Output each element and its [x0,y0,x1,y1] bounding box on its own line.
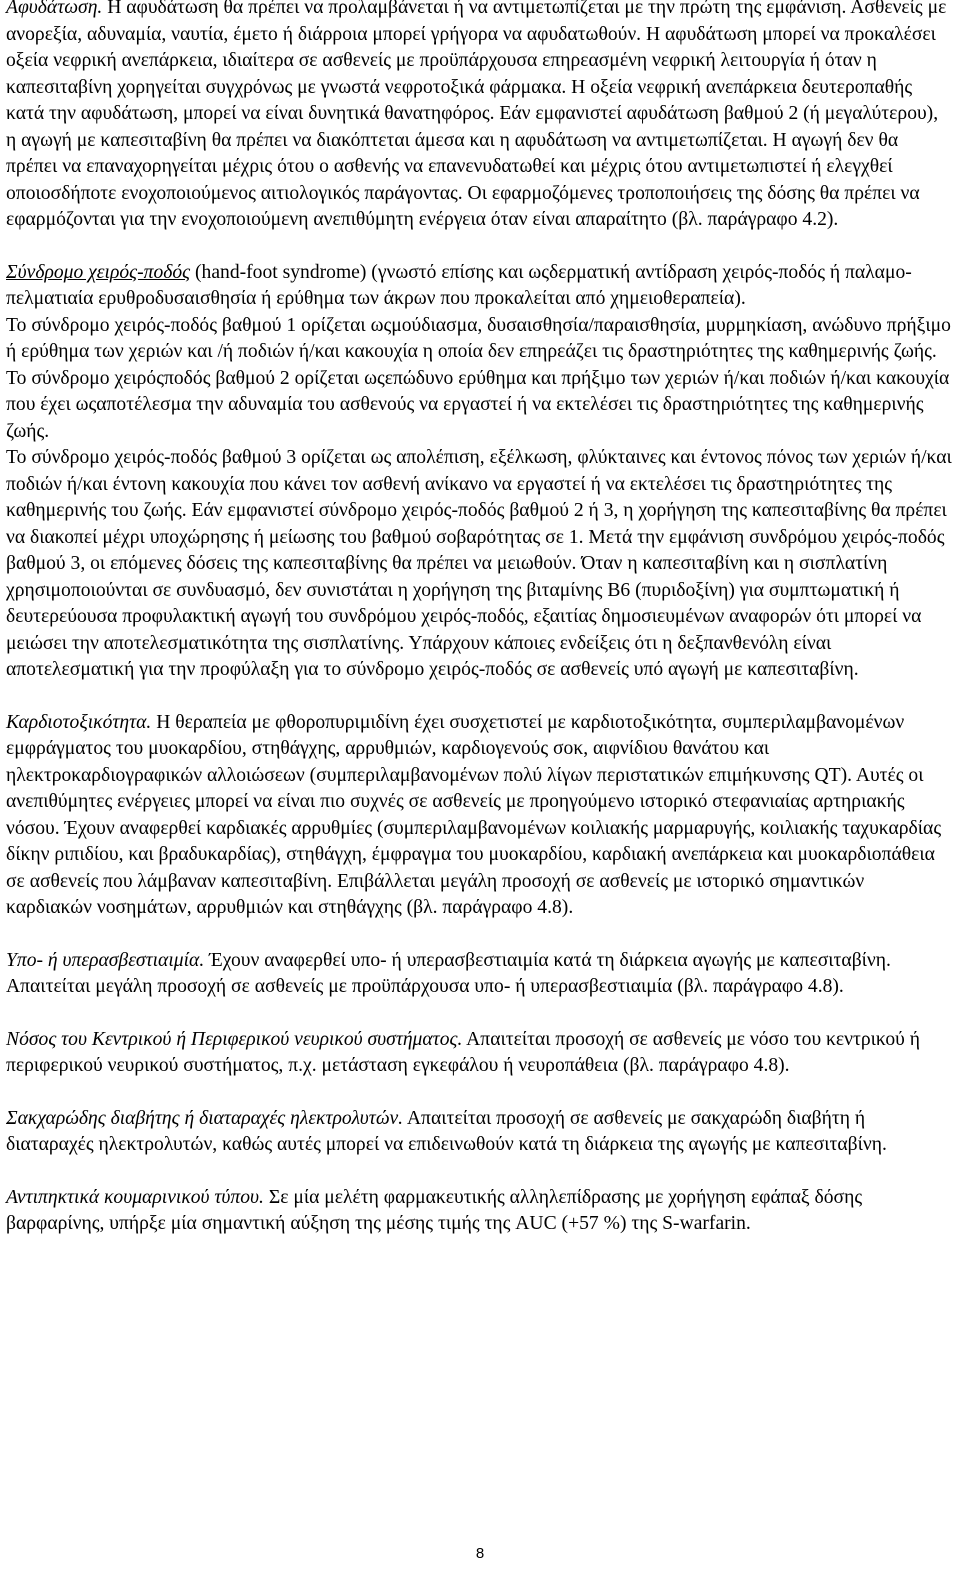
coumarin-heading: Αντιπηκτικά κουμαρινικού τύπου. [6,1186,264,1208]
dehydration-text: Η αφυδάτωση θα πρέπει να προλαμβάνεται ή να αντιμετωπίζεται με την πρώτη της εμφάνιση. Ασθενείς με ανορεξία, αδυναμία, ναυτία, έμετο ή διάρροια μπορεί γρήγορα να αφυδατωθούν. Η αφυδάτωση μπορεί να προκαλέσει οξεία νεφρική ανεπάρκεια, ιδιαίτερα σε ασθενείς με προϋπάρχουσα επηρεασμένη νεφρική λειτουργία ή όταν η καπεσιταβίνη χορηγείται συγχρόνως με γνωστά νεφροτοξικά φάρμακα. Η οξεία νεφρική ανεπάρκεια δευτεροπαθής κατά την αφυδάτωση, μπορεί να είναι δυνητικά θανατηφόρος. Εάν εμφανιστεί αφυδάτωση βαθμού 2 (ή μεγαλύτερου), η αγωγή με καπεσιταβίνη θα πρέπει να διακόπτεται άμεσα και η αφυδάτωση να αντιμετωπίζεται. Η αγωγή δεν θα πρέπει να επαναχορηγείται μέχρις ότου ο ασθενής να επανενυδατωθεί και μέχρις ότου αντιμετωπιστεί ή ελεγχθεί οποιοσδήποτε ενοχοποιούμενος αιτιολογικός παράγοντας. Οι εφαρμοζόμενες τροποποιήσεις της δόσης θα πρέπει να εφαρμόζονται για την ενοχοποιούμενη ανεπιθύμητη ενέργεια όταν είναι απαραίτητο (βλ. παράγραφο 4.2). [6,0,947,230]
dehydration-heading: Αφυδάτωση. [6,0,103,18]
nervous-paragraph [6,1027,952,1080]
diabetes-paragraph [6,1106,952,1159]
nervous-heading: Νόσος του Κεντρικού ή Περιφερικού νευρικού συστήματος. [6,1028,463,1050]
hand-foot-paragraph [6,260,952,684]
diabetes-text: Απαιτείται προσοχή σε ασθενείς με σακχαρώδη διαβήτη ή διαταραχές ηλεκτρολυτών, καθώς αυτές μπορεί να επιδεινωθούν κατά τη διάρκεια της αγωγής με καπεσιταβίνη. [6,1107,887,1155]
coumarin-text: Σε μία μελέτη φαρμακευτικής αλληλεπίδρασης με χορήγηση εφάπαξ δόσης βαρφαρίνης, υπήρξε μία σημαντική αύξηση της μέσης τιμής της AUC (+57 %) της S-warfarin. [6,1186,863,1234]
calcemia-heading: Υπο- ή υπερασβεστιαιμία. [6,949,205,971]
dehydration-paragraph [6,0,952,234]
document-page [6,0,952,1238]
hand-foot-grade1: Το σύνδρομο χειρός-ποδός βαθμού 1 ορίζεται ωςμούδιασμα, δυσαισθησία/παραισθησία, μυρμηκίαση, ανώδυνο πρήξιμο ή ερύθημα των χεριών και /ή ποδιών ή/και κακουχία η οποία δεν επηρεάζει τις δραστηριότητες της καθημερινής ζωής. [6,314,951,362]
hand-foot-grade2: Το σύνδρομο χειρόςποδός βαθμού 2 ορίζεται ωςεπώδυνο ερύθημα και πρήξιμο των χεριών ή/και ποδιών ή/και κακουχία που έχει ωςαποτέλεσμα την αδυναμία του ασθενούς να εργαστεί ή να εκτελέσει τις δραστηριότητες της καθημερινής ζωής. [6,367,950,442]
nervous-text: Απαιτείται προσοχή σε ασθενείς με νόσο του κεντρικού ή περιφερικού νευρικού συστήματος, π.χ. μετάσταση εγκεφάλου ή νευροπάθεια (βλ. παράγραφο 4.8). [6,1028,921,1076]
page-number: 8 [475,1545,485,1562]
calcemia-text: Έχουν αναφερθεί υπο- ή υπερασβεστιαιμία κατά τη διάρκεια αγωγής με καπεσιταβίνη. Απαιτείται μεγάλη προσοχή σε ασθενείς με προϋπάρχουσα υπο- ή υπερασβεστιαιμία (βλ. παράγραφο 4.8). [6,949,891,997]
cardiotoxicity-text: Η θεραπεία με φθοροπυριμιδίνη έχει συσχετιστεί με καρδιοτοξικότητα, συμπεριλαμβανομένων εμφράγματος του μυοκαρδίου, στηθάγχης, αρρυθμιών, καρδιογενούς σοκ, αιφνίδιου θανάτου και ηλεκτροκαρδιογραφικών αλλοιώσεων (συμπεριλαμβανομένων πολύ λίγων περιστατικών επιμήκυνσης QT). Αυτές οι ανεπιθύμητες ενέργειες μπορεί να είναι πιο συχνές σε ασθενείς με προηγούμενο ιστορικό στεφανιαίας αρτηριακής νόσου. Έχουν αναφερθεί καρδιακές αρρυθμίες (συμπεριλαμβανομένων κοιλιακής μαρμαρυγής, κοιλιακής ταχυκαρδίας δίκην ριπιδίου, και βραδυκαρδίας), στηθάγχη, έμφραγμα του μυοκαρδίου, καρδιακή ανεπάρκεια και μυοκαρδιοπάθεια σε ασθενείς που λάμβαναν καπεσιταβίνη. Επιβάλλεται μεγάλη προσοχή σε ασθενείς με ιστορικό σημαντικών καρδιακών νοσημάτων, αρρυθμιών και στηθάγχης (βλ. παράγραφο 4.8). [6,711,942,918]
hand-foot-heading: Σύνδρομο χειρός-ποδός [6,261,191,283]
hand-foot-grade3: Το σύνδρομο χειρός-ποδός βαθμού 3 ορίζεται ως απολέπιση, εξέλκωση, φλύκταινες και έντονος πόνος των χεριών ή/και ποδιών ή/και έντονη κακουχία που κάνει τον ασθενή ανίκανο να εργαστεί ή να εκτελέσει τις δραστηριότητες της καθημερινής του ζωής. Εάν εμφανιστεί σύνδρομο χειρός-ποδός βαθμού 2 ή 3, η χορήγηση της καπεσιταβίνης θα πρέπει να διακοπεί μέχρι υποχώρησης ή μείωσης του βαθμού σοβαρότητας σε 1. Μετά την εμφάνιση συνδρόμου χειρός-ποδός βαθμού 3, οι επόμενες δόσεις της καπεσιταβίνης θα πρέπει να μειωθούν. Όταν η καπεσιταβίνη και η σισπλατίνη χρησιμοποιούνται σε συνδυασμό, δεν συνιστάται η χορήγηση της βιταμίνης Β6 (πυριδοξίνη) για συμπτωματική ή δευτερεύουσα προφυλακτική αγωγή του συνδρόμου χειρός-ποδός, εξαιτίας δημοσιευμένων αναφορών ότι μπορεί να μειώσει την αποτελεσματικότητα της σισπλατίνης. Υπάρχουν κάποιες ενδείξεις ότι η δεξπανθενόλη είναι αποτελεσματική για την προφύλαξη για το σύνδρομο χειρός-ποδός σε ασθενείς υπό αγωγή με καπεσιταβίνη. [6,447,952,680]
cardiotoxicity-paragraph [6,710,952,922]
diabetes-heading: Σακχαρώδης διαβήτης ή διαταραχές ηλεκτρολυτών. [6,1107,404,1129]
coumarin-paragraph [6,1185,952,1238]
cardiotoxicity-heading: Καρδιοτοξικότητα. [6,711,152,733]
calcemia-paragraph [6,948,952,1001]
hand-foot-intro: (hand-foot syndrome) (γνωστό επίσης και ωςδερματική αντίδραση χειρός-ποδός ή παλαμο-πελματιαία ερυθροδυσαισθησία ή ερύθημα των άκρων που προκαλείται από χημειοθεραπεία). [6,261,912,309]
